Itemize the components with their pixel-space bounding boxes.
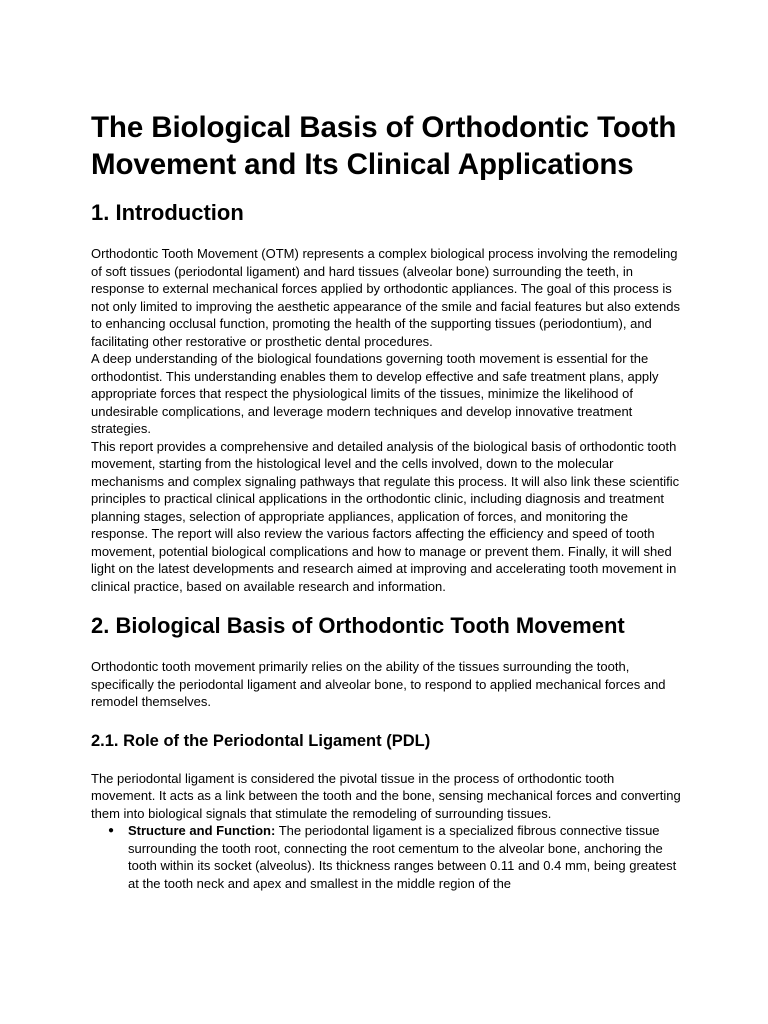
biological-basis-paragraph: Orthodontic tooth movement primarily relies on the ability of the tissues surrounding the tooth, specifically the periodontal ligament and alveolar bone, to respond to applied mechanical forces and remodel themselves. (91, 659, 666, 709)
introduction-paragraph-2: A deep understanding of the biological foundations governing tooth movement is essential for the orthodontist. This understanding enables them to develop effective and safe treatment plans, apply appropriate forces that respect the physiological limits of the tissues, minimize the likelihood of undesirable complications, and leverage modern techniques and develop innovative treatment strategies. (91, 351, 659, 436)
section-heading-introduction: 1. Introduction (91, 200, 244, 225)
introduction-paragraph-1: Orthodontic Tooth Movement (OTM) represents a complex biological process involving the remodeling of soft tissues (periodontal ligament) and hard tissues (alveolar bone) surrounding the teeth, in response to external mechanical forces applied by orthodontic appliances. The goal of this process is not only limited to improving the aesthetic appearance of the smile and facial features but also extends to enhancing occlusal function, promoting the health of the supporting tissues (periodontium), and facilitating other restorative or prosthetic dental procedures. (91, 246, 680, 349)
bullet-label: Structure and Function: (128, 823, 276, 838)
bullet-marker: ● (108, 825, 115, 836)
document-title: The Biological Basis of Orthodontic Tooth Movement and Its Clinical Applications (91, 111, 677, 181)
pdl-bullet-list (91, 822, 681, 892)
pdl-paragraph: The periodontal ligament is considered the pivotal tissue in the process of orthodontic tooth movement. It acts as a link between the tooth and the bone, sensing mechanical forces and converting them into biological signals that stimulate the remodeling of surrounding tissues. (91, 770, 681, 821)
introduction-paragraph-3: This report provides a comprehensive and detailed analysis of the biological basis of orthodontic tooth movement, starting from the histological level and the cells involved, down to the molecular mechanisms and complex signaling pathways that regulate this process. It will also link these scientific principles to practical clinical applications in the orthodontic clinic, including diagnosis and treatment planning stages, selection of appropriate appliances, application of forces, and monitoring the response. The report will also review the various factors affecting the efficiency and speed of tooth movement, potential biological complications and how to manage or prevent them. Finally, it will shed light on the latest developments and research aimed at improving and accelerating tooth movement in clinical practice, based on available research and information. (91, 438, 680, 594)
bullet-text: The periodontal ligament is a specialized fibrous connective tissue surrounding the tooth root, connecting the root cementum to the alveolar bone, anchoring the tooth within its socket (alveolus). Its thickness ranges between 0.11 and 0.4 mm, being greatest at the tooth neck and apex and smallest in the middle region of the (128, 823, 677, 891)
document-page (91, 110, 681, 892)
introduction-body (91, 245, 681, 595)
subsection-heading-pdl: 2.1. Role of the Periodontal Ligament (PDL) (91, 731, 431, 750)
list-item (108, 822, 681, 892)
section-heading-biological-basis: 2. Biological Basis of Orthodontic Tooth Movement (91, 613, 625, 638)
